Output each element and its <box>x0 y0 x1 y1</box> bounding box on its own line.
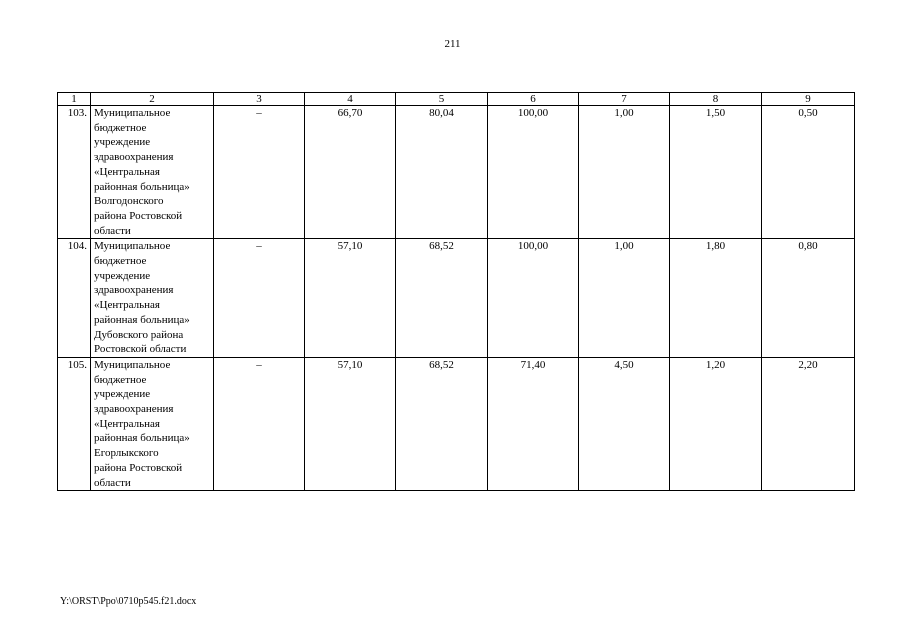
name-line: Муниципальное <box>94 358 171 371</box>
header-row <box>58 93 855 106</box>
name-line: Муниципальное <box>94 107 171 119</box>
name-line: здравоохранения <box>94 151 174 164</box>
column-header: 7 <box>579 93 670 106</box>
column-header: 4 <box>305 93 396 106</box>
name-line: районная больница» <box>94 313 190 326</box>
cell-col6: 100,00 <box>488 239 579 358</box>
column-header: 6 <box>488 93 579 106</box>
name-line: учреждение <box>94 388 151 401</box>
cell-col7: 1,00 <box>579 106 670 239</box>
cell-col7: 1,00 <box>579 239 670 358</box>
footer-file-path: Y:\ORST\Ppo\0710p545.f21.docx <box>60 596 197 607</box>
institution-name <box>91 357 214 490</box>
name-line: бюджетное <box>94 373 147 386</box>
page-number: 211 <box>444 38 461 50</box>
name-line: района Ростовской <box>94 461 183 474</box>
cell-col5: 80,04 <box>396 106 488 239</box>
name-line: Егорлыкского <box>94 447 159 460</box>
cell-col6: 100,00 <box>488 106 579 239</box>
data-table <box>57 92 855 491</box>
name-line: Волгодонского <box>94 195 164 208</box>
name-line: учреждение <box>94 269 151 282</box>
cell-col7: 4,50 <box>579 357 670 490</box>
column-header: 5 <box>396 93 488 106</box>
cell-col9: 2,20 <box>762 357 855 490</box>
cell-col4: 57,10 <box>305 357 396 490</box>
cell-col3: – <box>214 357 305 490</box>
column-header: 3 <box>214 93 305 106</box>
column-header: 2 <box>91 93 214 106</box>
cell-col8: 1,20 <box>670 357 762 490</box>
column-header: 1 <box>58 93 91 106</box>
cell-col4: 66,70 <box>305 106 396 239</box>
name-line: Дубовского района <box>94 328 184 341</box>
cell-col8: 1,80 <box>670 239 762 358</box>
name-line: здравоохранения <box>94 403 174 416</box>
cell-col3: – <box>214 239 305 358</box>
name-line: области <box>94 476 131 489</box>
row-number: 103. <box>58 106 91 239</box>
name-line: бюджетное <box>94 121 147 134</box>
name-line: Муниципальное <box>94 240 171 253</box>
table-row <box>58 357 855 490</box>
name-line: «Центральная <box>94 165 160 178</box>
column-header: 8 <box>670 93 762 106</box>
institution-name <box>91 106 214 239</box>
name-line: «Центральная <box>94 417 160 430</box>
name-line: бюджетное <box>94 255 147 268</box>
table-row <box>58 239 855 358</box>
row-number: 105. <box>58 357 91 490</box>
cell-col6: 71,40 <box>488 357 579 490</box>
cell-col5: 68,52 <box>396 357 488 490</box>
name-line: Ростовской области <box>94 343 187 356</box>
column-header: 9 <box>762 93 855 106</box>
name-line: учреждение <box>94 136 151 149</box>
cell-col9: 0,50 <box>762 106 855 239</box>
name-line: здравоохранения <box>94 284 174 297</box>
name-line: района Ростовской <box>94 209 183 222</box>
name-line: области <box>94 224 131 237</box>
cell-col9: 0,80 <box>762 239 855 358</box>
cell-col5: 68,52 <box>396 239 488 358</box>
name-line: районная больница» <box>94 180 190 193</box>
cell-col4: 57,10 <box>305 239 396 358</box>
row-number: 104. <box>58 239 91 358</box>
cell-col8: 1,50 <box>670 106 762 239</box>
name-line: «Центральная <box>94 299 160 312</box>
institution-name <box>91 239 214 358</box>
cell-col3: – <box>214 106 305 239</box>
table-row <box>58 106 855 239</box>
name-line: районная больница» <box>94 432 190 445</box>
